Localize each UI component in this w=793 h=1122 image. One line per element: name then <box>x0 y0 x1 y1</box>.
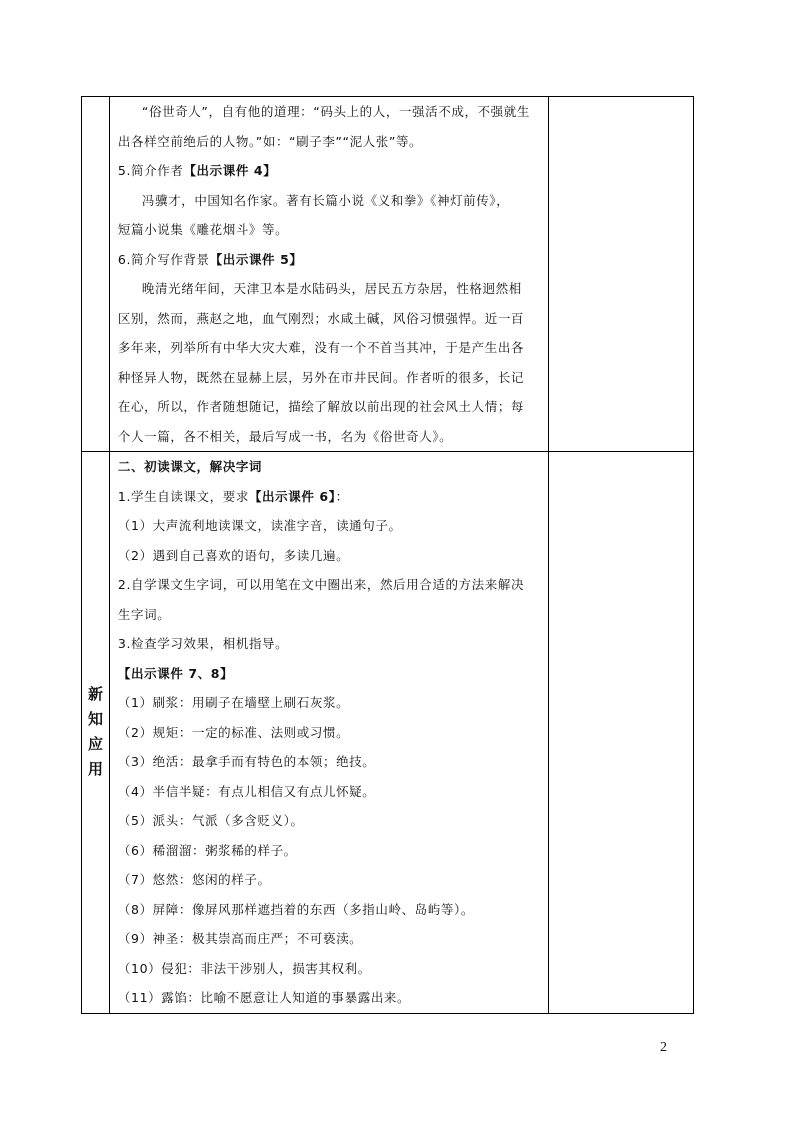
content-cell-2 <box>109 452 548 1014</box>
courseware-tag-78: 【出示课件 7、8】 <box>117 665 234 681</box>
text-line: 短篇小说集《雕花烟斗》等。 <box>117 222 289 237</box>
text-line: 晚清光绪年间，天津卫本是水陆码头，居民五方杂居，性格迥然相 <box>141 281 522 296</box>
vocab-item: （10）侵犯：非法干涉别人，损害其权利。 <box>117 960 371 976</box>
courseware-tag: 【出示课件 5】 <box>209 251 303 267</box>
label-cell-empty <box>82 97 110 452</box>
section2-content <box>110 452 548 1013</box>
section-heading: 二、初读课文，解决字词 <box>117 459 263 474</box>
text-line: 种怪异人物，既然在显赫上层，另外在市井民间。作者听的很多，长记 <box>117 369 525 385</box>
text-line: 冯骥才，中国知名作家。著有长篇小说《义和拳》《神灯前传》， <box>141 192 510 208</box>
list-item: 生字词。 <box>117 606 171 622</box>
instruction-tail: ： <box>335 488 349 504</box>
line-text: 6.简介写作背景 <box>117 251 210 267</box>
instruction-text: 1.学生自读课文，要求 <box>117 488 249 504</box>
text-line: 出各样空前绝后的人物。”如：“刷子李”“泥人张”等。 <box>117 133 423 149</box>
list-item: （2）遇到自己喜欢的语句，多读几遍。 <box>117 547 350 563</box>
vocab-item: （3）绝活：最拿手而有特色的本领；绝技。 <box>117 754 376 769</box>
instruction-list <box>118 511 542 659</box>
list-item: 2.自学课文生字词，可以用笔在文中圈出来，然后用合适的方法来解决 <box>117 577 525 592</box>
text-line: 多年来，列举所有中华大灾大难，没有一个不首当其冲，于是产生出各 <box>117 340 525 355</box>
lesson-plan-table <box>81 96 694 1014</box>
text-line <box>118 156 542 186</box>
text-line: 在心，所以，作者随想随记，描绘了解放以前出现的社会风土人情；每 <box>117 399 525 414</box>
label-cell-new-knowledge <box>82 452 110 1014</box>
table-row <box>82 452 694 1014</box>
notes-cell-1 <box>548 97 693 452</box>
text-line: “俗世奇人”，自有他的道理：“码头上的人，一强活不成，不强就生 <box>141 104 530 119</box>
courseware-tag: 【出示课件 4】 <box>183 163 277 178</box>
row-label: 新知应用 <box>87 685 103 779</box>
content-cell-1 <box>109 97 548 452</box>
vocab-item: （6）稀溜溜：粥浆稀的样子。 <box>117 842 297 858</box>
vocab-item: （4）半信半疑：有点儿相信又有点儿怀疑。 <box>117 783 376 799</box>
vocab-item: （5）派头：气派（多含贬义）。 <box>117 813 304 828</box>
courseware-tag: 【出示课件 6】 <box>248 488 336 504</box>
line-text: 5.简介作者 <box>117 163 184 178</box>
text-line: 个人一篇，各不相关，最后写成一书，名为《俗世奇人》。 <box>117 428 453 444</box>
vocab-item: （8）屏障：像屏风那样遮挡着的东西（多指山岭、岛屿等）。 <box>117 901 474 917</box>
page-number: 2 <box>660 1040 667 1055</box>
list-item: （1）大声流利地读课文，读准字音，读通句子。 <box>117 518 402 533</box>
vocab-item: （1）刷浆：用刷子在墙壁上刷石灰浆。 <box>117 695 350 710</box>
vocab-item: （7）悠然：悠闲的样子。 <box>117 872 271 887</box>
instruction-line <box>118 482 542 512</box>
vocab-item: （2）规矩：一定的标准、法则或习惯。 <box>117 724 350 740</box>
vocab-item: （11）露馅：比喻不愿意让人知道的事暴露出来。 <box>117 990 411 1005</box>
table-row <box>82 97 694 452</box>
vocab-item: （9）神圣：极其崇高而庄严；不可亵渎。 <box>117 931 363 946</box>
section1-content <box>110 97 548 451</box>
notes-cell-2 <box>548 452 693 1014</box>
list-item: 3.检查学习效果，相机指导。 <box>117 636 289 651</box>
text-line: 区别，然而，燕赵之地，血气刚烈；水咸土碱，风俗习惯强悍。近一百 <box>117 310 525 326</box>
vocabulary-list <box>118 688 542 1013</box>
text-line <box>118 245 542 275</box>
